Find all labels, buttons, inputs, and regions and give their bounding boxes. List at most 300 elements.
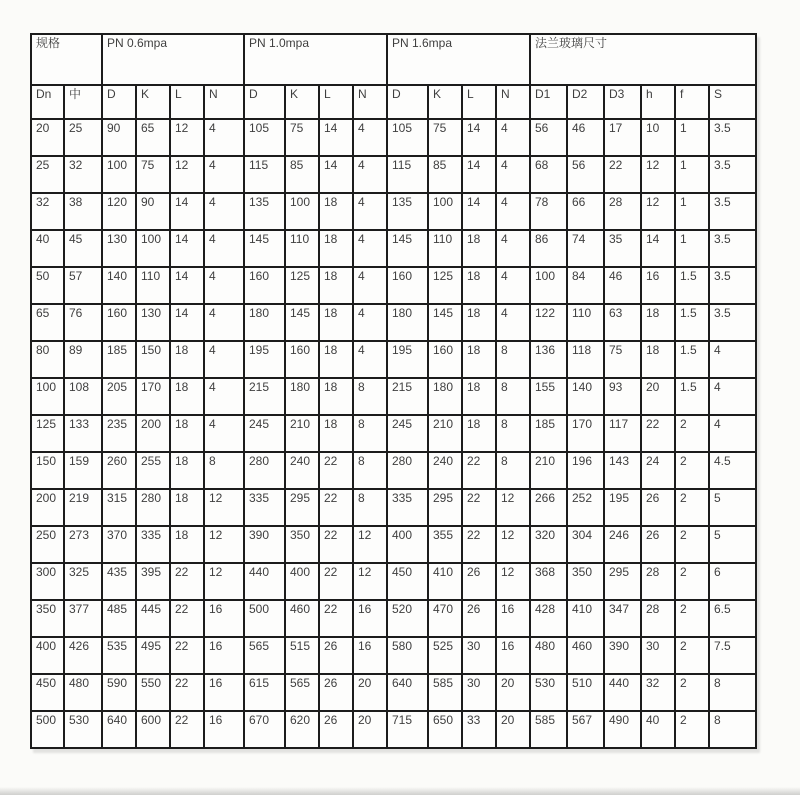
table-cell: 8 [353, 415, 387, 452]
table-cell: 22 [170, 563, 204, 600]
table-cell: 215 [387, 378, 428, 415]
table-cell: 120 [102, 193, 136, 230]
table-cell: 8 [204, 452, 244, 489]
table-cell: 535 [102, 637, 136, 674]
table-cell: 480 [530, 637, 567, 674]
table-cell: 150 [31, 452, 64, 489]
table-cell: 395 [136, 563, 170, 600]
table-cell: 426 [64, 637, 102, 674]
table-cell: 4 [496, 304, 530, 341]
table-cell: 16 [204, 637, 244, 674]
table-cell: 18 [170, 452, 204, 489]
table-cell: 370 [102, 526, 136, 563]
table-cell: 400 [285, 563, 319, 600]
table-cell: 170 [136, 378, 170, 415]
table-cell: 68 [530, 156, 567, 193]
table-cell: 3.5 [709, 267, 756, 304]
table-cell: 585 [428, 674, 462, 711]
table-cell: 14 [462, 193, 496, 230]
table-cell: 40 [31, 230, 64, 267]
table-cell: 4 [709, 378, 756, 415]
table-cell: 335 [387, 489, 428, 526]
table-cell: 8 [496, 378, 530, 415]
table-cell: 100 [285, 193, 319, 230]
table-cell: 300 [31, 563, 64, 600]
table-cell: 210 [285, 415, 319, 452]
table-cell: 8 [496, 452, 530, 489]
table-cell: 320 [530, 526, 567, 563]
table-cell: 470 [428, 600, 462, 637]
table-cell: 428 [530, 600, 567, 637]
table-cell: 145 [285, 304, 319, 341]
table-cell: 18 [462, 415, 496, 452]
table-cell: 510 [567, 674, 604, 711]
table-cell: 335 [244, 489, 285, 526]
table-cell: 390 [604, 637, 641, 674]
table-cell: 145 [428, 304, 462, 341]
table-cell: 100 [31, 378, 64, 415]
table-cell: 280 [387, 452, 428, 489]
column-header: L [170, 85, 204, 119]
table-cell: 22 [604, 156, 641, 193]
table-cell: 4 [204, 156, 244, 193]
table-cell: 515 [285, 637, 319, 674]
table-cell: 26 [319, 711, 353, 748]
table-cell: 7.5 [709, 637, 756, 674]
table-cell: 4 [496, 193, 530, 230]
table-cell: 400 [387, 526, 428, 563]
table-cell: 57 [64, 267, 102, 304]
table-cell: 2 [675, 600, 709, 637]
table-cell: 18 [319, 193, 353, 230]
table-cell: 1 [675, 230, 709, 267]
table-cell: 18 [319, 304, 353, 341]
table-cell: 200 [31, 489, 64, 526]
table-cell: 350 [567, 563, 604, 600]
table-cell: 1 [675, 119, 709, 156]
table-cell: 22 [170, 600, 204, 637]
table-cell: 93 [604, 378, 641, 415]
table-cell: 1 [675, 156, 709, 193]
table-cell: 4 [353, 119, 387, 156]
table-cell: 18 [319, 230, 353, 267]
table-row [31, 193, 756, 230]
table-cell: 2 [675, 415, 709, 452]
table-cell: 450 [31, 674, 64, 711]
table-cell: 130 [102, 230, 136, 267]
table-cell: 250 [31, 526, 64, 563]
table-cell: 205 [102, 378, 136, 415]
group-header: PN 1.6mpa [387, 34, 530, 85]
table-cell: 3.5 [709, 230, 756, 267]
table-cell: 215 [244, 378, 285, 415]
table-cell: 335 [136, 526, 170, 563]
table-row [31, 341, 756, 378]
table-cell: 567 [567, 711, 604, 748]
table-cell: 4 [709, 341, 756, 378]
table-cell: 28 [641, 563, 675, 600]
table-cell: 210 [428, 415, 462, 452]
table-cell: 20 [353, 674, 387, 711]
table-cell: 196 [567, 452, 604, 489]
table-column-header-row [31, 85, 756, 119]
table-cell: 255 [136, 452, 170, 489]
table-cell: 410 [428, 563, 462, 600]
table-cell: 18 [462, 267, 496, 304]
table-cell: 125 [428, 267, 462, 304]
column-header: D3 [604, 85, 641, 119]
column-header: D1 [530, 85, 567, 119]
table-cell: 22 [641, 415, 675, 452]
table-cell: 4 [204, 267, 244, 304]
column-header: 中 [64, 85, 102, 119]
table-cell: 580 [387, 637, 428, 674]
table-cell: 8 [353, 378, 387, 415]
table-cell: 590 [102, 674, 136, 711]
column-header: D [102, 85, 136, 119]
table-row [31, 674, 756, 711]
table-cell: 100 [530, 267, 567, 304]
table-cell: 86 [530, 230, 567, 267]
table-cell: 4 [204, 193, 244, 230]
column-header: f [675, 85, 709, 119]
column-header: L [319, 85, 353, 119]
table-cell: 180 [387, 304, 428, 341]
table-cell: 133 [64, 415, 102, 452]
table-cell: 90 [102, 119, 136, 156]
table-cell: 4 [353, 230, 387, 267]
table-cell: 100 [102, 156, 136, 193]
table-cell: 390 [244, 526, 285, 563]
table-cell: 435 [102, 563, 136, 600]
table-cell: 640 [387, 674, 428, 711]
table-cell: 22 [462, 452, 496, 489]
table-cell: 2 [675, 637, 709, 674]
table-cell: 18 [170, 378, 204, 415]
table-cell: 266 [530, 489, 567, 526]
table-cell: 377 [64, 600, 102, 637]
table-row [31, 304, 756, 341]
table-cell: 16 [204, 674, 244, 711]
table-cell: 3.5 [709, 156, 756, 193]
table-cell: 6.5 [709, 600, 756, 637]
table-cell: 20 [496, 711, 530, 748]
table-cell: 16 [204, 711, 244, 748]
table-cell: 100 [136, 230, 170, 267]
table-cell: 410 [567, 600, 604, 637]
table-cell: 14 [462, 119, 496, 156]
table-cell: 3.5 [709, 193, 756, 230]
table-cell: 295 [428, 489, 462, 526]
column-header: D [387, 85, 428, 119]
table-cell: 4 [496, 156, 530, 193]
table-cell: 325 [64, 563, 102, 600]
table-cell: 18 [319, 267, 353, 304]
table-cell: 16 [496, 637, 530, 674]
table-cell: 5 [709, 526, 756, 563]
table-cell: 159 [64, 452, 102, 489]
table-cell: 4 [204, 230, 244, 267]
table-cell: 14 [462, 156, 496, 193]
table-cell: 30 [462, 637, 496, 674]
table-cell: 110 [136, 267, 170, 304]
table-row [31, 230, 756, 267]
table-cell: 24 [641, 452, 675, 489]
table-cell: 295 [285, 489, 319, 526]
table-cell: 200 [136, 415, 170, 452]
table-cell: 115 [244, 156, 285, 193]
table-cell: 32 [31, 193, 64, 230]
table-cell: 400 [31, 637, 64, 674]
table-cell: 110 [567, 304, 604, 341]
table-cell: 16 [204, 600, 244, 637]
table-cell: 85 [428, 156, 462, 193]
table-cell: 46 [567, 119, 604, 156]
table-cell: 18 [170, 489, 204, 526]
table-cell: 2 [675, 711, 709, 748]
table-cell: 8 [353, 489, 387, 526]
table-group-header-row [31, 34, 756, 85]
table-cell: 565 [244, 637, 285, 674]
table-cell: 12 [204, 526, 244, 563]
table-cell: 180 [285, 378, 319, 415]
table-cell: 210 [530, 452, 567, 489]
table-cell: 18 [462, 378, 496, 415]
table-cell: 14 [170, 193, 204, 230]
table-cell: 56 [567, 156, 604, 193]
table-cell: 75 [428, 119, 462, 156]
table-cell: 20 [31, 119, 64, 156]
table-cell: 240 [285, 452, 319, 489]
table-cell: 5 [709, 489, 756, 526]
table-cell: 440 [244, 563, 285, 600]
column-header: K [136, 85, 170, 119]
table-cell: 56 [530, 119, 567, 156]
table-cell: 30 [462, 674, 496, 711]
table-cell: 245 [387, 415, 428, 452]
table-cell: 4 [496, 119, 530, 156]
table-cell: 75 [604, 341, 641, 378]
table-cell: 1.5 [675, 267, 709, 304]
table-cell: 12 [641, 193, 675, 230]
column-header: N [204, 85, 244, 119]
table-cell: 160 [244, 267, 285, 304]
table-cell: 315 [102, 489, 136, 526]
table-cell: 22 [319, 563, 353, 600]
table-cell: 350 [285, 526, 319, 563]
table-cell: 600 [136, 711, 170, 748]
table-cell: 28 [641, 600, 675, 637]
table-cell: 90 [136, 193, 170, 230]
table-cell: 75 [285, 119, 319, 156]
table-cell: 12 [204, 563, 244, 600]
table-cell: 14 [170, 304, 204, 341]
table-cell: 22 [170, 711, 204, 748]
table-cell: 368 [530, 563, 567, 600]
table-cell: 640 [102, 711, 136, 748]
table-cell: 252 [567, 489, 604, 526]
table-cell: 30 [641, 637, 675, 674]
table-cell: 150 [136, 341, 170, 378]
table-cell: 12 [170, 156, 204, 193]
flange-dimension-table [30, 33, 757, 749]
table-cell: 76 [64, 304, 102, 341]
column-header: Dn [31, 85, 64, 119]
table-cell: 12 [496, 563, 530, 600]
table-cell: 110 [285, 230, 319, 267]
table-cell: 520 [387, 600, 428, 637]
table-cell: 1.5 [675, 378, 709, 415]
table-cell: 22 [319, 452, 353, 489]
column-header: D2 [567, 85, 604, 119]
table-cell: 22 [319, 600, 353, 637]
table-cell: 3.5 [709, 119, 756, 156]
table-cell: 145 [387, 230, 428, 267]
table-cell: 4 [496, 267, 530, 304]
table-cell: 118 [567, 341, 604, 378]
table-cell: 670 [244, 711, 285, 748]
table-cell: 26 [641, 526, 675, 563]
table-cell: 12 [496, 526, 530, 563]
table-cell: 6 [709, 563, 756, 600]
table-cell: 18 [462, 230, 496, 267]
table-cell: 18 [319, 378, 353, 415]
table-cell: 8 [709, 674, 756, 711]
table-cell: 4 [204, 341, 244, 378]
column-header: h [641, 85, 675, 119]
table-cell: 18 [170, 526, 204, 563]
table-cell: 620 [285, 711, 319, 748]
table-cell: 280 [244, 452, 285, 489]
table-cell: 8 [496, 341, 530, 378]
table-cell: 20 [641, 378, 675, 415]
table-cell: 22 [319, 489, 353, 526]
table-cell: 219 [64, 489, 102, 526]
table-cell: 1 [675, 193, 709, 230]
table-cell: 16 [641, 267, 675, 304]
table-cell: 445 [136, 600, 170, 637]
table-cell: 12 [496, 489, 530, 526]
table-cell: 105 [387, 119, 428, 156]
table-cell: 66 [567, 193, 604, 230]
table-cell: 108 [64, 378, 102, 415]
table-row [31, 415, 756, 452]
column-header: N [353, 85, 387, 119]
table-cell: 4 [204, 119, 244, 156]
table-cell: 130 [136, 304, 170, 341]
table-cell: 125 [31, 415, 64, 452]
table-cell: 32 [64, 156, 102, 193]
table-cell: 650 [428, 711, 462, 748]
table-cell: 350 [31, 600, 64, 637]
table-body [31, 119, 756, 748]
table-cell: 50 [31, 267, 64, 304]
group-header: 规格 [31, 34, 102, 85]
table-cell: 143 [604, 452, 641, 489]
group-header: PN 1.0mpa [244, 34, 387, 85]
table-cell: 26 [319, 637, 353, 674]
table-cell: 490 [604, 711, 641, 748]
table-cell: 22 [462, 526, 496, 563]
table-header [31, 34, 756, 119]
table-cell: 28 [604, 193, 641, 230]
table-cell: 17 [604, 119, 641, 156]
table-cell: 4 [353, 267, 387, 304]
table-cell: 140 [102, 267, 136, 304]
table-cell: 10 [641, 119, 675, 156]
table-cell: 45 [64, 230, 102, 267]
table-cell: 22 [319, 526, 353, 563]
table-cell: 145 [244, 230, 285, 267]
table-cell: 117 [604, 415, 641, 452]
table-cell: 550 [136, 674, 170, 711]
table-cell: 4 [204, 304, 244, 341]
column-header: S [709, 85, 756, 119]
table-cell: 33 [462, 711, 496, 748]
table-cell: 235 [102, 415, 136, 452]
table-cell: 18 [319, 341, 353, 378]
table-cell: 260 [102, 452, 136, 489]
table-cell: 180 [244, 304, 285, 341]
table-cell: 440 [604, 674, 641, 711]
table-cell: 14 [319, 156, 353, 193]
table-cell: 160 [285, 341, 319, 378]
group-header: PN 0.6mpa [102, 34, 244, 85]
table-cell: 80 [31, 341, 64, 378]
table-cell: 485 [102, 600, 136, 637]
table-cell: 4 [353, 304, 387, 341]
table-cell: 18 [170, 415, 204, 452]
table-cell: 1.5 [675, 341, 709, 378]
table-cell: 246 [604, 526, 641, 563]
table-cell: 40 [641, 711, 675, 748]
table-cell: 26 [462, 563, 496, 600]
table-row [31, 156, 756, 193]
table-cell: 18 [319, 415, 353, 452]
table-cell: 38 [64, 193, 102, 230]
table-cell: 525 [428, 637, 462, 674]
table-cell: 500 [31, 711, 64, 748]
table-cell: 135 [387, 193, 428, 230]
table-cell: 530 [64, 711, 102, 748]
table-row [31, 526, 756, 563]
table-cell: 480 [64, 674, 102, 711]
table-cell: 12 [641, 156, 675, 193]
table-cell: 100 [428, 193, 462, 230]
table-cell: 450 [387, 563, 428, 600]
table-cell: 4 [353, 193, 387, 230]
table-cell: 460 [285, 600, 319, 637]
table-cell: 20 [353, 711, 387, 748]
table-cell: 4 [204, 378, 244, 415]
table-row [31, 452, 756, 489]
table-cell: 110 [428, 230, 462, 267]
column-header: L [462, 85, 496, 119]
table-cell: 155 [530, 378, 567, 415]
table-cell: 2 [675, 563, 709, 600]
table-cell: 26 [641, 489, 675, 526]
table-cell: 14 [641, 230, 675, 267]
table-row [31, 637, 756, 674]
table-cell: 85 [285, 156, 319, 193]
table-cell: 22 [170, 674, 204, 711]
table-cell: 160 [428, 341, 462, 378]
table-cell: 20 [496, 674, 530, 711]
table-cell: 12 [170, 119, 204, 156]
table-cell: 2 [675, 489, 709, 526]
table-cell: 185 [102, 341, 136, 378]
table-row [31, 267, 756, 304]
